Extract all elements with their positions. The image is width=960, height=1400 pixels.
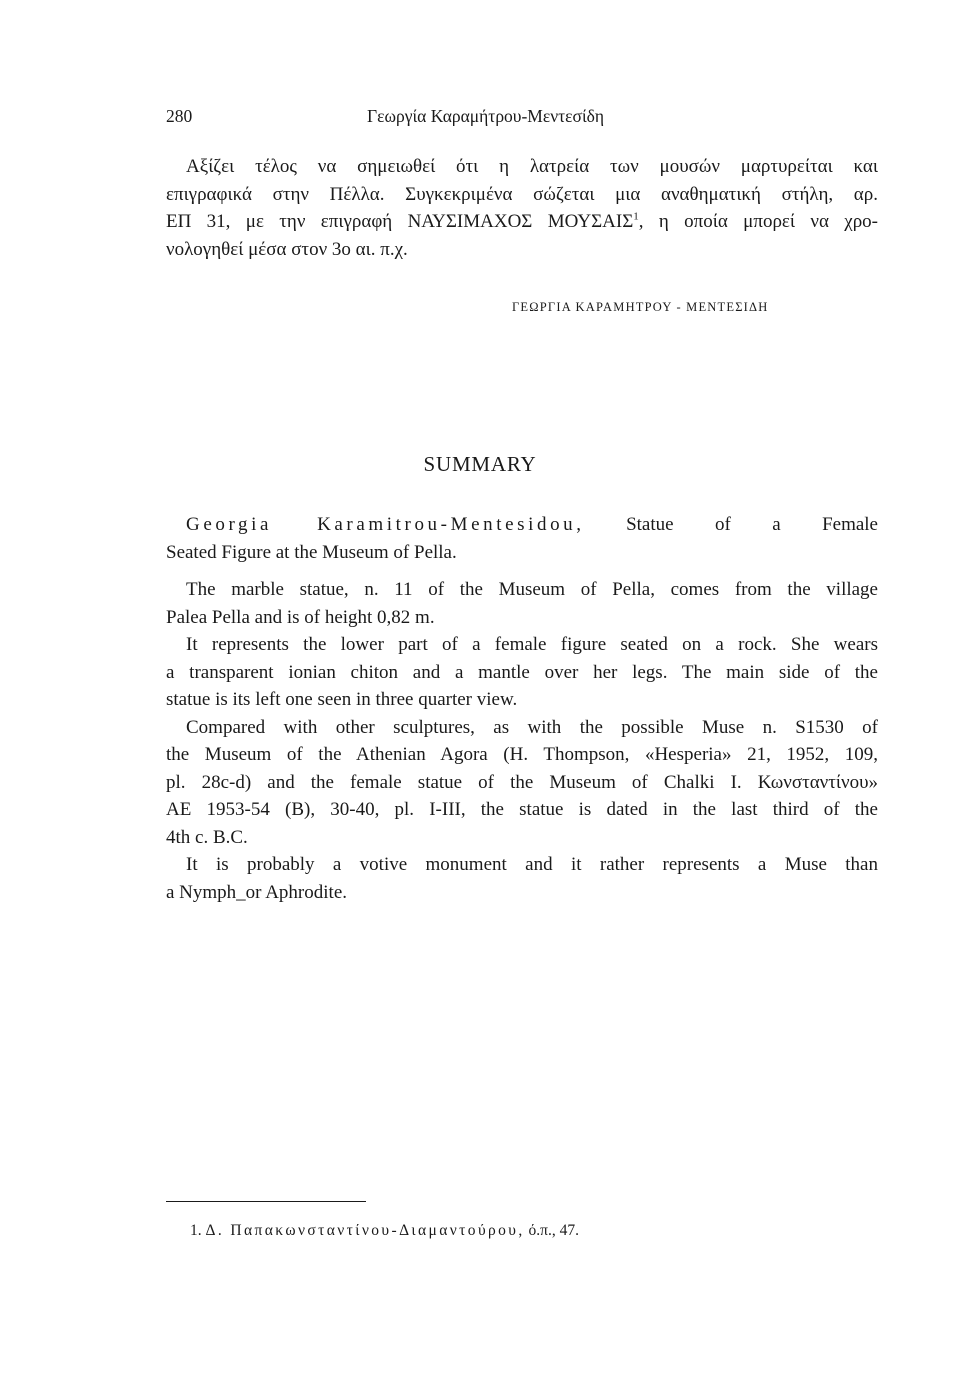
greek-line-3-main: ΕΠ 31, με την επιγραφή ΝΑΥΣΙΜΑΧΟΣ ΜΟΥΣΑΙΣ [166,211,634,232]
summary-p2-line-3: statue is its left one seen in three quarter view. [166,689,518,710]
summary-p4-line-1: It is probably a votive monument and it rather represents a Muse than [186,854,878,875]
page-number: 280 [166,106,193,126]
footnote-ref: ό.π., 47. [528,1222,579,1239]
summary-p3-line-3: pl. 28c-d) and the female statue of the Museum of Chalki I. Κωνσταντίνου» [166,771,878,793]
summary-heading: SUMMARY [423,452,537,476]
greek-line-1: Αξίζει τέλος να σημειωθεί ότι η λατρεία των μουσών μαρτυρείται και [186,156,878,177]
footnote-reference: 1 [633,210,639,223]
footnote-number: 1. [190,1222,202,1239]
greek-line-3-tail: , η οποία μπορεί να χρο- [638,211,878,232]
summary-work-title: Statue of a Female [626,514,878,535]
summary-p1-line-1: The marble statue, n. 11 of the Museum of Pella, comes from the village [186,579,878,600]
summary-p2-line-1: It represents the lower part of a female figure seated on a rock. She wears [186,634,878,655]
summary-author: Georgia Karamitrou-Mentesidou, [186,514,585,535]
greek-line-3 [166,208,878,236]
footnote-1 [190,1222,579,1240]
summary-p3-line-4: AE 1953-54 (B), 30-40, pl. I-III, the statue is dated in the last third of the [166,799,878,820]
summary-body [166,511,878,906]
summary-p4-line-2: a Nymph_or Aphrodite. [166,881,348,903]
summary-title-line-2: Seated Figure at the Museum of Pella. [166,541,457,563]
footnote-divider [166,1201,366,1202]
greek-line-2: επιγραφικά στην Πέλλα. Συγκεκριμένα σώζεται μια αναθηματική στήλη, αρ. [166,183,878,205]
summary-p3-line-1: Compared with other sculptures, as with the possible Muse n. S1530 of [186,716,878,738]
footnote-author: Δ. Παπακωνσταντίνου-Διαμαντούρου, [205,1222,525,1239]
greek-paragraph [166,153,878,263]
running-head: Γεωργία Καραμήτρου-Μεντεσίδη [367,106,605,126]
greek-line-4: νολογηθεί μέσα στον 3ο αι. π.χ. [166,238,408,260]
summary-p2-line-2: a transparent ionian chiton and a mantle over her legs. The main side of the [166,661,878,683]
summary-p3-line-5: 4th c. B.C. [166,826,248,848]
summary-p1-line-2: Palea Pella and is of height 0,82 m. [166,606,435,628]
summary-title-line [166,511,878,539]
summary-p3-line-2: the Museum of the Athenian Agora (H. Thompson, «Hesperia» 21, 1952, 109, [166,744,878,765]
author-signature: ΓΕΩΡΓΙΑ ΚΑΡΑΜΗΤΡΟΥ - ΜΕΝΤΕΣΙΔΗ [512,300,769,314]
